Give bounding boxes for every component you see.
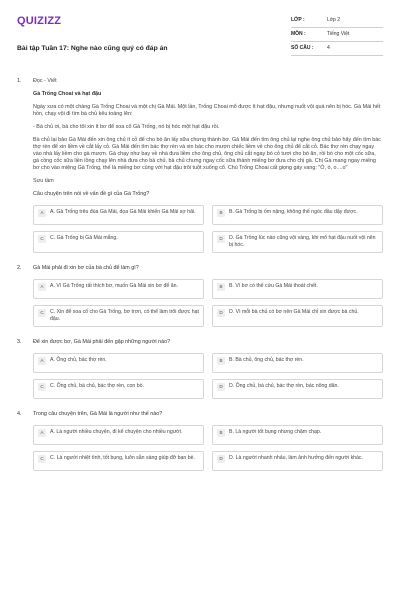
option-text: B. Là người tốt bụng nhưng chậm chạp. [229,429,322,436]
option-text: B. Gà Trống bị ốm nặng, không thể ngóc đầu dậy được. [229,209,358,216]
option-letter: A [38,429,46,437]
option-letter: B [217,209,225,217]
story-paragraph: Bà chủ lại bảo Gà Mái đến xin ông chủ ít cỏ để cho bò ăn lấy sữa chưng thành bơ. Gà Mái đến tìm ông chủ lại nghe ông chủ bảo hãy đến tìm bác thợ rèn để xin liềm về cắt lấy cỏ. Gà Mái đến tìm bác thợ rèn và xin bác cho mượn chiếc liềm về cho ông chủ để cắt cỏ. Bác thợ rèn chạy ngay vào nhà lấy liềm cho gà mượn. Gà chạy như bay về nhà đưa liềm cho ông chủ, ông chủ cắt ngay bó cỏ tươi cho bò ăn, rồi bò cho một cốc sữa, gà cồng cốc sữa liền lồng chạy lên nhà đưa cho bà chủ, bà chủ chưng ngay cốc sữa thành miếng bơ đưa cho chị gà. Chị Gà mang ngay miếng bơ cho vào miệng Gà Trống, thế là miếng bơ cùng với hạt đậu trôi tuột xuống cổ. Chú Trống Choai cất giọng gáy vang: "Ò, ó, o....o" [33,137,381,172]
option-letter: B [217,429,225,437]
option-a[interactable] [33,425,204,445]
option-letter: A [38,209,46,217]
story-source: Sưu tầm [33,178,54,185]
section-label: Đọc - Viết [33,78,57,84]
option-d[interactable] [212,231,383,253]
option-letter: B [217,283,225,291]
option-c[interactable] [33,231,204,253]
answer-options [33,353,383,399]
option-text: D. Gà Trống lúc nào cũng vội vàng, khi mổ hạt đậu nuốt vội nên bị hóc. [229,235,376,249]
option-text: D. Vì mỗi bà chủ có bơ nên Gà Mái chỉ xin được bà chủ. [229,309,359,316]
option-letter: D [217,383,225,391]
question-prompt: Gà Mái phải đi xin bơ của bà chủ để làm gì? [33,265,139,272]
question-number: 4. [17,411,22,418]
option-text: C. Xin để xoa cổ cho Gà Trống, bơ trơn, có thể làm trôi được hạt đậu. [50,309,199,323]
question-3 [17,339,383,399]
answer-options [33,425,383,471]
question-number: 2. [17,265,22,272]
option-text: C. Gà Trống bị Gà Mái mắng. [50,235,118,242]
option-c[interactable] [33,451,204,471]
story-title: Gà Trống Choai và hạt đậu [33,91,102,98]
question-2 [17,265,383,327]
info-row-count [291,42,383,56]
option-b[interactable] [212,279,383,299]
option-letter: B [217,357,225,365]
option-letter: C [38,383,46,391]
option-text: B. Bà chủ, ông chủ, bác thợ rèn. [229,357,304,364]
info-table [291,14,383,56]
info-value: 4 [327,45,330,52]
option-text: A. Ông chủ, bác thợ rèn. [50,357,107,364]
info-value: Lớp 2 [327,17,341,24]
option-c[interactable] [33,379,204,399]
option-letter: A [38,283,46,291]
question-1 [17,78,383,253]
info-label: LỚP : [291,17,305,24]
option-text: B. Vì bơ có thể cứu Gà Mái thoát chết. [229,283,318,290]
question-number: 1. [17,78,22,84]
question-prompt: Câu chuyện trên nói về vấn đề gì của Gà Trống? [33,191,150,198]
questions-list [17,78,383,483]
option-c[interactable] [33,305,204,327]
story-paragraph: - Bà chủ ơi, bà cho tôi xin ít bơ để xoa cổ Gà Trống, nó bị hóc một hạt đậu rồi. [33,124,220,131]
question-4 [17,411,383,471]
option-d[interactable] [212,305,383,327]
option-d[interactable] [212,379,383,399]
option-a[interactable] [33,353,204,373]
answer-options [33,205,383,253]
option-letter: D [217,309,225,317]
info-label: SỐ CÂU : [291,45,314,52]
option-text: A. Là người nhiều chuyện, đi kể chuyện cho nhiều người. [50,429,183,436]
quizizz-logo: QUIZIZZ [17,15,62,27]
option-a[interactable] [33,279,204,299]
worksheet-title: Bài tập Tuần 17: Nghe nào cũng quý có đáp án [17,45,168,52]
question-prompt: Để xin được bơ, Gà Mái phải đến gặp những người nào? [33,339,171,346]
option-b[interactable] [212,205,383,225]
option-letter: D [217,455,225,463]
option-letter: A [38,357,46,365]
option-text: C. Là người nhiệt tình, tốt bụng, luôn sẵn sàng giúp đỡ bạn bè. [50,455,195,462]
option-text: A. Gà Trống trêu đùa Gà Mái, dọa Gà Mái khiến Gà Mái sợ hãi. [50,209,196,216]
option-letter: D [217,235,225,243]
story-paragraph: Ngày xưa có một chàng Gà Trống Choai và một chị Gà Mái. Một lần, Trống Choai mổ được ít hạt đậu, nhưng nuốt vội quá nên bị hóc. Gà Mái hết hồn, chạy vội đi tìm bà chủ kêu toáng lên: [33,104,381,118]
option-a[interactable] [33,205,204,225]
option-d[interactable] [212,451,383,471]
option-text: A. Vì Gà Trống rất thích bơ, muốn Gà Mái xin bơ để ăn. [50,283,178,290]
info-row-subject [291,28,383,42]
info-value: Tiếng Việt [327,31,350,38]
info-label: MÔN : [291,31,306,38]
option-letter: C [38,235,46,243]
option-b[interactable] [212,353,383,373]
info-row-class [291,14,383,28]
option-text: D. Ông chủ, bà chủ, bác thợ rèn, bác nông dân. [229,383,339,390]
option-letter: C [38,455,46,463]
answer-options [33,279,383,327]
worksheet-header [17,14,383,70]
question-prompt: Trong câu chuyện trên, Gà Mái là người như thế nào? [33,411,163,418]
option-letter: C [38,309,46,317]
option-b[interactable] [212,425,383,445]
option-text: D. Là người nhanh nhảu, làm ảnh hưởng đến người khác. [229,455,363,462]
question-number: 3. [17,339,22,346]
option-text: C. Ông chủ, bà chủ, bác thợ rèn, con bò. [50,383,144,390]
